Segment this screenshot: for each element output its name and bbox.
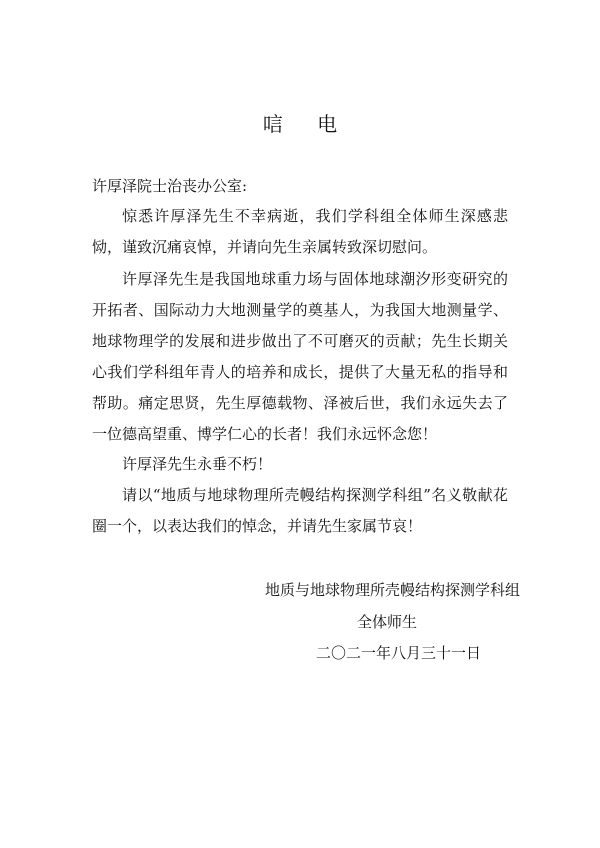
paragraph-tribute: 许厚泽先生是我国地球重力场与固体地球潮汐形变研究的开拓者、国际动力大地测量学的奠基人，为我国大地测量学、地球物理学的发展和进步做出了不可磨灭的贡献；先生长期关心我们学科组年青人的培养和成长，提供了大量无私的指导和帮助。痛定思贤，先生厚德载物、泽被后世，我们永远失去了一位德高望重、博学仁心的长者！我们永远怀念您！ [92, 270, 508, 443]
paragraph-wreath: 请以“地质与地球物理所壳幔结构探测学科组”名义敬献花圈一个，以表达我们的悼念，并请先生家属节哀！ [92, 486, 508, 535]
paragraph-immortal: 许厚泽先生永垂不朽！ [122, 455, 273, 473]
signature-staff: 全体师生 [357, 613, 418, 631]
salutation: 许厚泽院士治丧办公室: [92, 177, 248, 195]
paragraph-condolence: 惊悉许厚泽先生不幸病逝，我们学科组全体师生深感悲恸，谨致沉痛哀悼，并请向先生亲属转致深切慰问。 [92, 207, 508, 256]
signature-organization: 地质与地球物理所壳幔结构探测学科组 [265, 581, 521, 599]
signature-date: 二〇二一年八月三十一日 [316, 644, 482, 662]
document-title: 唁 电 [262, 112, 352, 136]
